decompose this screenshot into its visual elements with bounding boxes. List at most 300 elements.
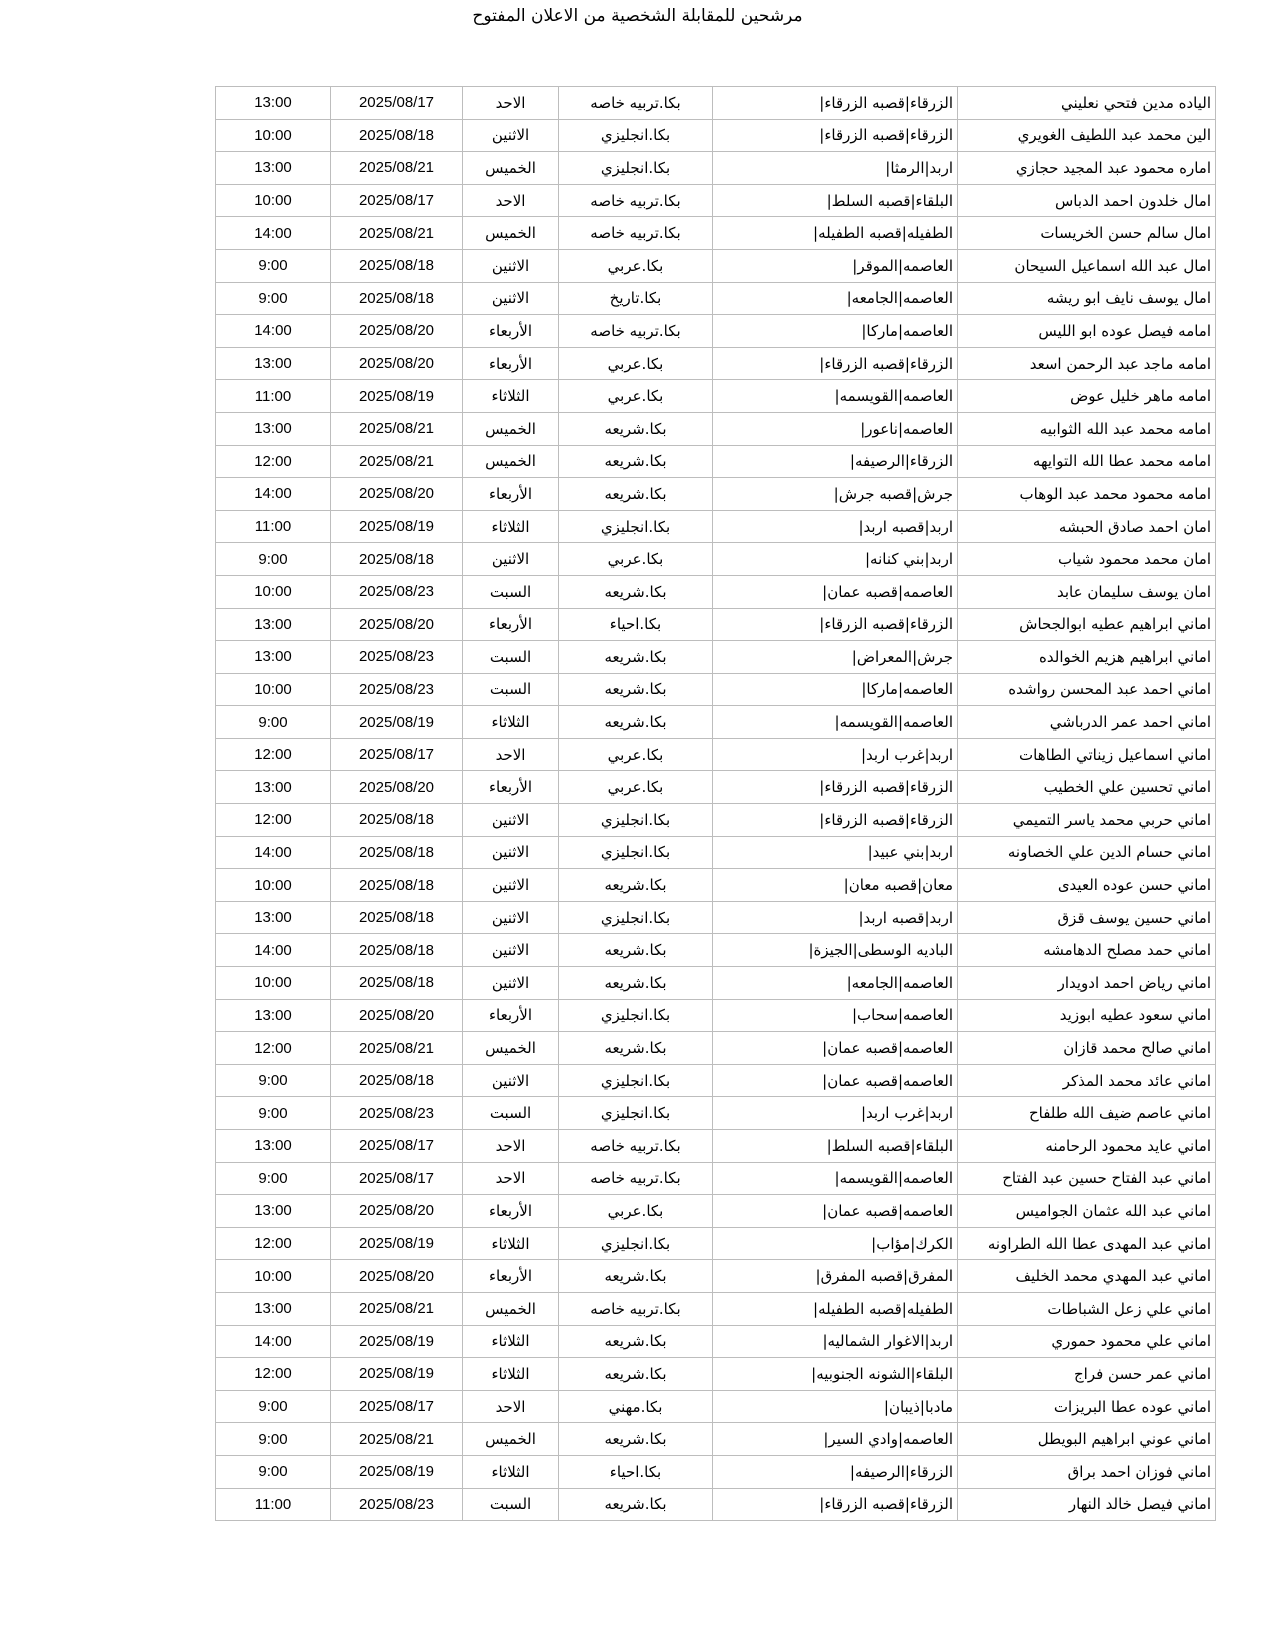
qualification-cell: بكا.انجليزي	[559, 1097, 713, 1130]
candidate-name-cell: اماني عاصم ضيف الله طلفاح	[958, 1097, 1216, 1130]
date-value: 2025/08/18	[358, 876, 435, 894]
date-cell	[331, 543, 463, 576]
time-value: 14:00	[254, 322, 292, 340]
table-row	[216, 1390, 1216, 1423]
time-value: 9:00	[258, 257, 288, 275]
time-value: 14:00	[254, 224, 292, 242]
time-cell	[216, 412, 331, 445]
candidate-name-cell: اماني عوني ابراهيم البويطل	[958, 1423, 1216, 1456]
table-row	[216, 249, 1216, 282]
candidate-name-cell: اماني تحسين علي الخطيب	[958, 771, 1216, 804]
candidates-table	[215, 86, 1216, 1521]
time-value: 9:00	[258, 1463, 288, 1481]
location-cell: العاصمه|ماركا|	[713, 315, 958, 348]
candidate-name-cell: امامه فيصل عوده ابو الليس	[958, 315, 1216, 348]
time-cell	[216, 1227, 331, 1260]
time-cell	[216, 641, 331, 674]
location-cell: البلقاء|قصبه السلط|	[713, 184, 958, 217]
candidate-name-cell: امال يوسف نايف ابو ريشه	[958, 282, 1216, 315]
day-cell: الأربعاء	[463, 1260, 559, 1293]
time-cell	[216, 1195, 331, 1228]
table-row	[216, 1227, 1216, 1260]
location-cell: المفرق|قصبه المفرق|	[713, 1260, 958, 1293]
time-cell	[216, 152, 331, 185]
candidate-name-cell: اماني احمد عبد المحسن رواشده	[958, 673, 1216, 706]
candidate-name-cell: امان يوسف سليمان عابد	[958, 575, 1216, 608]
location-cell: البلقاء|الشونه الجنوبيه|	[713, 1358, 958, 1391]
time-cell	[216, 1455, 331, 1488]
date-value: 2025/08/20	[358, 485, 435, 503]
day-cell: الخميس	[463, 217, 559, 250]
day-cell: الاثنين	[463, 543, 559, 576]
time-cell	[216, 1423, 331, 1456]
qualification-cell: بكا.عربي	[559, 738, 713, 771]
date-cell	[331, 869, 463, 902]
location-cell: اربد|غرب اربد|	[713, 1097, 958, 1130]
table-row	[216, 1292, 1216, 1325]
date-value: 2025/08/19	[358, 387, 435, 405]
location-cell: الزرقاء|الرصيفه|	[713, 1455, 958, 1488]
time-value: 12:00	[254, 1235, 292, 1253]
date-cell	[331, 347, 463, 380]
qualification-cell: بكا.شريعه	[559, 1488, 713, 1521]
candidate-name-cell: اماني فوزان احمد براق	[958, 1455, 1216, 1488]
day-cell: الخميس	[463, 1292, 559, 1325]
table-row	[216, 315, 1216, 348]
day-cell: الثلاثاء	[463, 1358, 559, 1391]
table-row	[216, 412, 1216, 445]
candidate-name-cell: اماني علي محمود حموري	[958, 1325, 1216, 1358]
day-cell: الاحد	[463, 1390, 559, 1423]
date-cell	[331, 380, 463, 413]
day-cell: الاحد	[463, 184, 559, 217]
time-value: 11:00	[254, 518, 292, 536]
date-cell	[331, 315, 463, 348]
qualification-cell: بكا.عربي	[559, 249, 713, 282]
date-cell	[331, 608, 463, 641]
location-cell: العاصمه|ناعور|	[713, 412, 958, 445]
candidate-name-cell: اماني عبد المهدى عطا الله الطراونه	[958, 1227, 1216, 1260]
qualification-cell: بكا.شريعه	[559, 445, 713, 478]
candidate-name-cell: امال عبد الله اسماعيل السيحان	[958, 249, 1216, 282]
time-cell	[216, 1358, 331, 1391]
time-value: 11:00	[254, 387, 292, 405]
qualification-cell: بكا.شريعه	[559, 934, 713, 967]
qualification-cell: بكا.شريعه	[559, 1032, 713, 1065]
qualification-cell: بكا.انجليزي	[559, 119, 713, 152]
qualification-cell: بكا.شريعه	[559, 1423, 713, 1456]
date-cell	[331, 184, 463, 217]
time-value: 14:00	[254, 941, 292, 959]
candidate-name-cell: امال خلدون احمد الدباس	[958, 184, 1216, 217]
date-value: 2025/08/21	[358, 159, 435, 177]
date-value: 2025/08/23	[358, 648, 435, 666]
date-value: 2025/08/18	[358, 289, 435, 307]
date-cell	[331, 1260, 463, 1293]
date-value: 2025/08/19	[358, 1463, 435, 1481]
table-row	[216, 510, 1216, 543]
table-row	[216, 1455, 1216, 1488]
date-cell	[331, 999, 463, 1032]
location-cell: العاصمه|قصبه عمان|	[713, 1195, 958, 1228]
day-cell: الاثنين	[463, 836, 559, 869]
time-value: 9:00	[258, 1104, 288, 1122]
candidate-name-cell: اماني حسام الدين علي الخصاونه	[958, 836, 1216, 869]
candidate-name-cell: اماره محمود عبد المجيد حجازي	[958, 152, 1216, 185]
candidate-name-cell: امامه محمود محمد عبد الوهاب	[958, 478, 1216, 511]
table-row	[216, 478, 1216, 511]
time-value: 11:00	[254, 1495, 292, 1513]
date-value: 2025/08/21	[358, 224, 435, 242]
location-cell: اربد|الاغوار الشماليه|	[713, 1325, 958, 1358]
time-cell	[216, 771, 331, 804]
time-cell	[216, 901, 331, 934]
location-cell: الطفيله|قصبه الطفيله|	[713, 217, 958, 250]
time-value: 10:00	[254, 876, 292, 894]
table-row	[216, 771, 1216, 804]
date-cell	[331, 87, 463, 120]
date-cell	[331, 1130, 463, 1163]
location-cell: الزرقاء|قصبه الزرقاء|	[713, 119, 958, 152]
date-cell	[331, 1227, 463, 1260]
time-value: 13:00	[254, 909, 292, 927]
qualification-cell: بكا.عربي	[559, 543, 713, 576]
date-cell	[331, 771, 463, 804]
time-value: 13:00	[254, 1202, 292, 1220]
time-cell	[216, 1390, 331, 1423]
time-value: 13:00	[254, 1300, 292, 1318]
location-cell: العاصمه|ماركا|	[713, 673, 958, 706]
table-row	[216, 836, 1216, 869]
location-cell: العاصمه|القويسمه|	[713, 1162, 958, 1195]
candidate-name-cell: اماني عمر حسن فراج	[958, 1358, 1216, 1391]
qualification-cell: بكا.تربيه خاصه	[559, 184, 713, 217]
time-value: 14:00	[254, 485, 292, 503]
date-value: 2025/08/19	[358, 1365, 435, 1383]
day-cell: الأربعاء	[463, 1195, 559, 1228]
time-value: 12:00	[254, 452, 292, 470]
date-cell	[331, 152, 463, 185]
day-cell: الأربعاء	[463, 478, 559, 511]
date-value: 2025/08/17	[358, 1398, 435, 1416]
location-cell: العاصمه|الجامعه|	[713, 282, 958, 315]
time-value: 13:00	[254, 648, 292, 666]
qualification-cell: بكا.تربيه خاصه	[559, 1130, 713, 1163]
time-value: 10:00	[254, 974, 292, 992]
table-row	[216, 967, 1216, 1000]
day-cell: الأربعاء	[463, 999, 559, 1032]
time-value: 12:00	[254, 1365, 292, 1383]
candidate-name-cell: اماني حربي محمد ياسر التميمي	[958, 804, 1216, 837]
date-value: 2025/08/17	[358, 94, 435, 112]
qualification-cell: بكا.مهني	[559, 1390, 713, 1423]
qualification-cell: بكا.عربي	[559, 380, 713, 413]
table-row	[216, 1260, 1216, 1293]
date-cell	[331, 901, 463, 934]
time-cell	[216, 1130, 331, 1163]
location-cell: معان|قصبه معان|	[713, 869, 958, 902]
date-value: 2025/08/19	[358, 1235, 435, 1253]
date-cell	[331, 1097, 463, 1130]
candidate-name-cell: امامه ماجد عبد الرحمن اسعد	[958, 347, 1216, 380]
date-cell	[331, 804, 463, 837]
time-value: 10:00	[254, 680, 292, 698]
qualification-cell: بكا.انجليزي	[559, 510, 713, 543]
time-cell	[216, 1325, 331, 1358]
table-row	[216, 347, 1216, 380]
time-cell	[216, 445, 331, 478]
table-row	[216, 282, 1216, 315]
table-row	[216, 87, 1216, 120]
qualification-cell: بكا.تربيه خاصه	[559, 1162, 713, 1195]
qualification-cell: بكا.انجليزي	[559, 999, 713, 1032]
time-cell	[216, 217, 331, 250]
time-cell	[216, 1488, 331, 1521]
time-value: 13:00	[254, 1006, 292, 1024]
day-cell: الاثنين	[463, 804, 559, 837]
time-cell	[216, 87, 331, 120]
qualification-cell: بكا.عربي	[559, 771, 713, 804]
table-row	[216, 901, 1216, 934]
location-cell: الزرقاء|قصبه الزرقاء|	[713, 87, 958, 120]
time-cell	[216, 510, 331, 543]
day-cell: الاثنين	[463, 934, 559, 967]
candidate-name-cell: امان احمد صادق الحبشه	[958, 510, 1216, 543]
date-value: 2025/08/18	[358, 974, 435, 992]
candidate-name-cell: امان محمد محمود شياب	[958, 543, 1216, 576]
time-cell	[216, 673, 331, 706]
day-cell: الاثنين	[463, 119, 559, 152]
candidates-table-body	[216, 87, 1216, 1521]
location-cell: جرش|قصبه جرش|	[713, 478, 958, 511]
qualification-cell: بكا.تربيه خاصه	[559, 1292, 713, 1325]
day-cell: السبت	[463, 575, 559, 608]
date-value: 2025/08/18	[358, 941, 435, 959]
date-cell	[331, 249, 463, 282]
day-cell: السبت	[463, 1488, 559, 1521]
time-cell	[216, 999, 331, 1032]
day-cell: الثلاثاء	[463, 510, 559, 543]
location-cell: اربد|قصبه اربد|	[713, 510, 958, 543]
candidate-name-cell: امامه محمد عبد الله الثوابيه	[958, 412, 1216, 445]
date-cell	[331, 1325, 463, 1358]
location-cell: الباديه الوسطى|الجيزة|	[713, 934, 958, 967]
day-cell: الثلاثاء	[463, 706, 559, 739]
time-value: 12:00	[254, 746, 292, 764]
date-cell	[331, 641, 463, 674]
date-value: 2025/08/20	[358, 1006, 435, 1024]
day-cell: الاثنين	[463, 967, 559, 1000]
day-cell: الخميس	[463, 1423, 559, 1456]
qualification-cell: بكا.شريعه	[559, 641, 713, 674]
day-cell: الاثنين	[463, 282, 559, 315]
table-row	[216, 380, 1216, 413]
date-value: 2025/08/23	[358, 1104, 435, 1122]
date-cell	[331, 836, 463, 869]
time-value: 9:00	[258, 1398, 288, 1416]
time-cell	[216, 608, 331, 641]
time-value: 12:00	[254, 811, 292, 829]
candidate-name-cell: اماني عبد الفتاح حسين عبد الفتاح	[958, 1162, 1216, 1195]
location-cell: اربد|قصبه اربد|	[713, 901, 958, 934]
time-value: 13:00	[254, 778, 292, 796]
time-cell	[216, 706, 331, 739]
time-value: 10:00	[254, 192, 292, 210]
time-cell	[216, 315, 331, 348]
table-row	[216, 1130, 1216, 1163]
qualification-cell: بكا.شريعه	[559, 706, 713, 739]
date-value: 2025/08/20	[358, 778, 435, 796]
time-value: 10:00	[254, 583, 292, 601]
time-cell	[216, 1097, 331, 1130]
time-cell	[216, 380, 331, 413]
time-value: 10:00	[254, 126, 292, 144]
page-title: مرشحين للمقابلة الشخصية من الاعلان المفتوح	[472, 6, 803, 26]
qualification-cell: بكا.انجليزي	[559, 804, 713, 837]
time-cell	[216, 836, 331, 869]
table-row	[216, 119, 1216, 152]
time-value: 9:00	[258, 550, 288, 568]
time-cell	[216, 1162, 331, 1195]
day-cell: الثلاثاء	[463, 1227, 559, 1260]
day-cell: الاثنين	[463, 1064, 559, 1097]
location-cell: مادبا|ذيبان|	[713, 1390, 958, 1423]
table-row	[216, 999, 1216, 1032]
date-cell	[331, 510, 463, 543]
qualification-cell: بكا.شريعه	[559, 412, 713, 445]
time-cell	[216, 738, 331, 771]
date-cell	[331, 1423, 463, 1456]
candidate-name-cell: اماني عبد الله عثمان الجواميس	[958, 1195, 1216, 1228]
table-row	[216, 184, 1216, 217]
day-cell: الأربعاء	[463, 771, 559, 804]
day-cell: السبت	[463, 673, 559, 706]
candidate-name-cell: اماني عبد المهدي محمد الخليف	[958, 1260, 1216, 1293]
date-value: 2025/08/18	[358, 843, 435, 861]
date-cell	[331, 1292, 463, 1325]
time-value: 14:00	[254, 1332, 292, 1350]
time-value: 14:00	[254, 843, 292, 861]
time-cell	[216, 249, 331, 282]
candidate-name-cell: الياده مدين فتحي نعليني	[958, 87, 1216, 120]
date-cell	[331, 967, 463, 1000]
qualification-cell: بكا.احياء	[559, 608, 713, 641]
candidate-name-cell: اماني احمد عمر الدرباشي	[958, 706, 1216, 739]
table-row	[216, 1423, 1216, 1456]
table-row	[216, 608, 1216, 641]
date-value: 2025/08/20	[358, 322, 435, 340]
time-value: 13:00	[254, 420, 292, 438]
date-value: 2025/08/18	[358, 1072, 435, 1090]
qualification-cell: بكا.تربيه خاصه	[559, 87, 713, 120]
date-cell	[331, 673, 463, 706]
table-row	[216, 445, 1216, 478]
candidate-name-cell: اماني عايد محمود الرحامنه	[958, 1130, 1216, 1163]
date-value: 2025/08/17	[358, 746, 435, 764]
time-cell	[216, 967, 331, 1000]
location-cell: العاصمه|الجامعه|	[713, 967, 958, 1000]
time-cell	[216, 575, 331, 608]
date-cell	[331, 119, 463, 152]
table-row	[216, 1358, 1216, 1391]
time-value: 9:00	[258, 1169, 288, 1187]
qualification-cell: بكا.احياء	[559, 1455, 713, 1488]
qualification-cell: بكا.عربي	[559, 1195, 713, 1228]
candidate-name-cell: امال سالم حسن الخريسات	[958, 217, 1216, 250]
time-value: 12:00	[254, 1039, 292, 1057]
location-cell: الزرقاء|قصبه الزرقاء|	[713, 804, 958, 837]
table-row	[216, 1488, 1216, 1521]
candidate-name-cell: اماني عوده عطا البريزات	[958, 1390, 1216, 1423]
candidate-name-cell: اماني علي زعل الشباطات	[958, 1292, 1216, 1325]
date-value: 2025/08/20	[358, 1267, 435, 1285]
day-cell: الاحد	[463, 1130, 559, 1163]
time-cell	[216, 347, 331, 380]
qualification-cell: بكا.شريعه	[559, 1260, 713, 1293]
location-cell: الطفيله|قصبه الطفيله|	[713, 1292, 958, 1325]
date-value: 2025/08/17	[358, 1137, 435, 1155]
candidate-name-cell: اماني عائد محمد المذكر	[958, 1064, 1216, 1097]
date-value: 2025/08/23	[358, 583, 435, 601]
table-row	[216, 641, 1216, 674]
location-cell: جرش|المعراض|	[713, 641, 958, 674]
time-cell	[216, 119, 331, 152]
date-value: 2025/08/19	[358, 713, 435, 731]
date-value: 2025/08/19	[358, 1332, 435, 1350]
candidate-name-cell: اماني حسن عوده العيدى	[958, 869, 1216, 902]
time-value: 9:00	[258, 1430, 288, 1448]
date-value: 2025/08/21	[358, 420, 435, 438]
time-value: 9:00	[258, 713, 288, 731]
candidate-name-cell: اماني فيصل خالد النهار	[958, 1488, 1216, 1521]
table-row	[216, 1032, 1216, 1065]
time-cell	[216, 282, 331, 315]
time-value: 9:00	[258, 1072, 288, 1090]
time-cell	[216, 1292, 331, 1325]
qualification-cell: بكا.شريعه	[559, 673, 713, 706]
table-row	[216, 673, 1216, 706]
location-cell: اربد|بني كنانه|	[713, 543, 958, 576]
day-cell: الخميس	[463, 152, 559, 185]
location-cell: العاصمه|قصبه عمان|	[713, 575, 958, 608]
time-value: 13:00	[254, 159, 292, 177]
qualification-cell: بكا.عربي	[559, 347, 713, 380]
candidate-name-cell: اماني حسين يوسف قزق	[958, 901, 1216, 934]
time-cell	[216, 1032, 331, 1065]
time-cell	[216, 1260, 331, 1293]
table-row	[216, 738, 1216, 771]
day-cell: الاحد	[463, 87, 559, 120]
day-cell: الثلاثاء	[463, 1325, 559, 1358]
location-cell: العاصمه|القويسمه|	[713, 706, 958, 739]
table-row	[216, 1325, 1216, 1358]
date-cell	[331, 1064, 463, 1097]
candidate-name-cell: اماني صالح محمد قازان	[958, 1032, 1216, 1065]
location-cell: اربد|الرمثا|	[713, 152, 958, 185]
candidate-name-cell: امامه محمد عطا الله التوايهه	[958, 445, 1216, 478]
location-cell: العاصمه|وادي السير|	[713, 1423, 958, 1456]
date-value: 2025/08/20	[358, 355, 435, 373]
qualification-cell: بكا.تاريخ	[559, 282, 713, 315]
day-cell: الأربعاء	[463, 315, 559, 348]
location-cell: البلقاء|قصبه السلط|	[713, 1130, 958, 1163]
day-cell: السبت	[463, 1097, 559, 1130]
time-value: 9:00	[258, 289, 288, 307]
location-cell: العاصمه|الموقر|	[713, 249, 958, 282]
location-cell: الزرقاء|قصبه الزرقاء|	[713, 1488, 958, 1521]
date-cell	[331, 1162, 463, 1195]
table-row	[216, 152, 1216, 185]
